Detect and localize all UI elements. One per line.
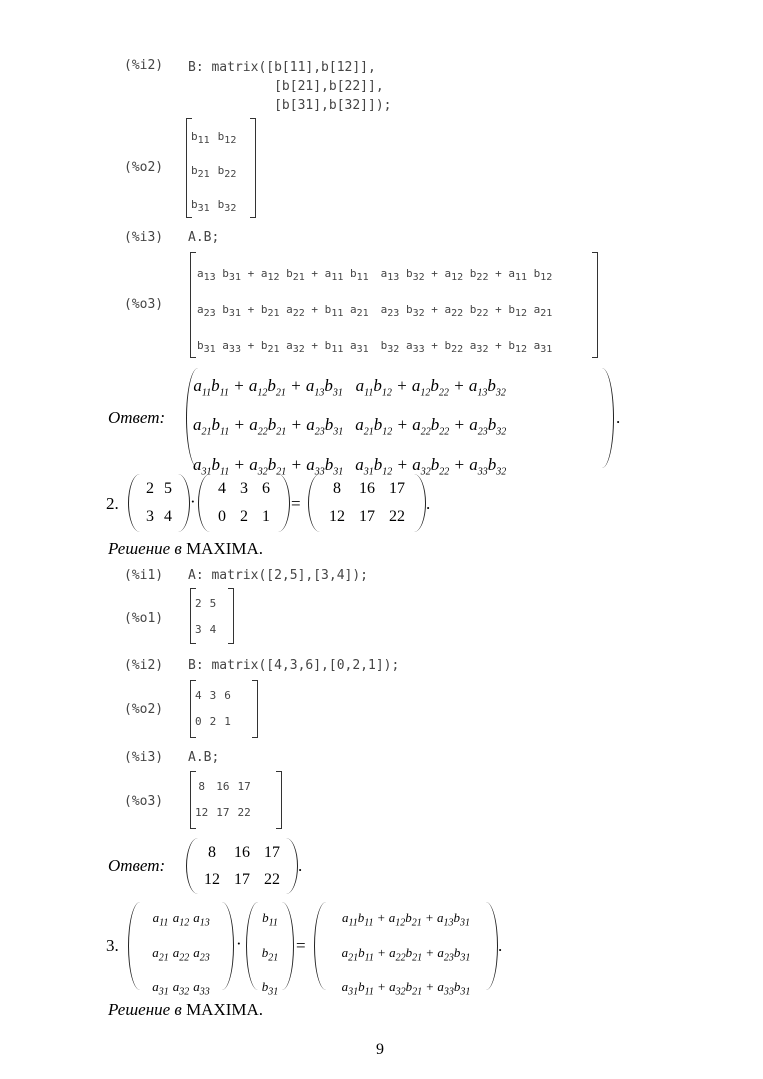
matrix-cell: 17 bbox=[264, 844, 280, 861]
matrix-cell: $a_{23}$ bbox=[193, 944, 210, 964]
matrix-cell: 2 bbox=[195, 597, 202, 610]
matrix-cell: 22 bbox=[264, 871, 280, 888]
matrix-cell: 2 bbox=[240, 508, 248, 525]
matrix-row bbox=[187, 156, 240, 190]
answer-period: . bbox=[298, 856, 303, 875]
matrix-row bbox=[187, 122, 240, 156]
matrix-row bbox=[337, 903, 476, 938]
matrix-cell: $b_{21}$ bbox=[261, 944, 279, 964]
matrix-cell: 17 bbox=[234, 871, 250, 888]
matrix-cell: $a_{31}b_{12} + a_{32}b_{22} + a_{33}b_{32}$ bbox=[355, 454, 507, 478]
matrix-cell: $a_{31}$ bbox=[152, 979, 169, 998]
matrix-cell: 12 bbox=[204, 871, 220, 888]
solution-label: Решение в MAXIMA. bbox=[108, 539, 264, 558]
matrix-cell: 0 bbox=[195, 715, 202, 728]
matrix-row bbox=[197, 839, 287, 866]
matrix-cell: $b_{32}$ $a_{33} + b_{22}$ $a_{32} + b_{12}$ $a_{31}$ bbox=[380, 339, 553, 356]
matrix-cell: 16 bbox=[216, 780, 230, 793]
matrix-cell: 16 bbox=[359, 480, 375, 497]
matrix-a bbox=[128, 474, 190, 532]
matrix-cell: 17 bbox=[237, 780, 251, 793]
matrix-c bbox=[308, 474, 426, 532]
matrix-cell: $b_{22}$ bbox=[217, 164, 237, 181]
matrix-row bbox=[191, 800, 255, 826]
matrix-row bbox=[187, 370, 512, 409]
matrix-cell: 4 bbox=[164, 508, 172, 525]
matrix-row bbox=[197, 866, 287, 893]
matrix-cell: 6 bbox=[224, 689, 231, 702]
matrix-cell: 17 bbox=[389, 480, 405, 497]
matrix-cell: $b_{31}$ bbox=[191, 198, 210, 215]
matrix-c bbox=[314, 902, 498, 998]
maxima-output-label: (%o3) bbox=[124, 297, 164, 312]
output-matrix bbox=[190, 680, 258, 738]
matrix-cell: $a_{22}$ bbox=[172, 944, 190, 964]
solution-label: Решение в MAXIMA. bbox=[108, 1000, 264, 1019]
matrix-cell: 8 bbox=[198, 780, 205, 793]
answer-label: Ответ: bbox=[108, 856, 166, 875]
matrix-cell: $a_{21}b_{12} + a_{22}b_{22} + a_{23}b_{32}$ bbox=[355, 415, 507, 438]
maxima-input-code: A.B; bbox=[188, 230, 220, 245]
matrix-cell: 6 bbox=[262, 480, 270, 497]
matrix-cell: $b_{32}$ bbox=[217, 198, 237, 215]
matrix-cell: 4 bbox=[209, 623, 217, 636]
matrix-cell: 5 bbox=[164, 480, 172, 497]
dot-operator: · bbox=[190, 492, 196, 511]
maxima-input-label: (%i1) bbox=[124, 568, 164, 583]
matrix-cell: $a_{11}b_{12} + a_{12}b_{22} + a_{13}b_{32}$ bbox=[355, 376, 506, 399]
matrix-cell: $a_{13}$ $b_{31} + a_{12}$ $b_{21} + a_{11}$ $b_{11}$ bbox=[197, 267, 369, 284]
matrix-row bbox=[187, 190, 240, 224]
matrix-row bbox=[191, 330, 558, 366]
matrix-cell: 5 bbox=[209, 597, 217, 610]
output-matrix-ab bbox=[190, 252, 598, 358]
matrix-cell: $a_{13}$ bbox=[193, 910, 210, 929]
matrix-cell: $b_{12}$ bbox=[217, 130, 237, 147]
matrix-row bbox=[150, 938, 212, 973]
problem-number: 2. bbox=[106, 494, 119, 513]
matrix-cell: 8 bbox=[333, 480, 341, 497]
matrix-cell: 4 bbox=[218, 480, 226, 497]
matrix-cell: 17 bbox=[359, 508, 375, 525]
matrix-cell: $a_{23}$ $b_{32} + a_{22}$ $b_{22} + b_{12}$ $a_{21}$ bbox=[380, 303, 553, 320]
matrix-a bbox=[128, 902, 234, 998]
answer-label: Ответ: bbox=[108, 408, 166, 427]
matrix-row bbox=[211, 503, 277, 531]
problem-period: . bbox=[498, 936, 503, 955]
matrix-cell: $b_{11}$ bbox=[191, 130, 210, 147]
matrix-row bbox=[322, 503, 412, 531]
page-number: 9 bbox=[376, 1041, 384, 1058]
maxima-input-code: B: matrix([b[11],b[12]], [b[21],b[22]], [b[31],b[32]]); bbox=[188, 60, 392, 113]
matrix-cell: $a_{23}$ $b_{31} + b_{21}$ $a_{22} + b_{11}$ $a_{21}$ bbox=[197, 303, 369, 320]
matrix-row bbox=[191, 617, 220, 643]
matrix-cell: $a_{33}$ bbox=[193, 979, 210, 998]
matrix-b bbox=[198, 474, 290, 532]
matrix-row bbox=[187, 409, 512, 448]
matrix-cell: $a_{12}$ bbox=[172, 910, 190, 929]
maxima-input-label: (%i3) bbox=[124, 230, 164, 245]
matrix-row bbox=[191, 709, 235, 735]
problem-number: 3. bbox=[106, 936, 119, 955]
equals-sign: = bbox=[296, 936, 306, 955]
matrix-row bbox=[191, 683, 235, 709]
matrix-cell: 3 bbox=[146, 508, 154, 525]
matrix-cell: $a_{21}b_{11} + a_{22}b_{21} + a_{23}b_{31}$ bbox=[341, 944, 471, 964]
matrix-cell: 4 bbox=[195, 689, 202, 702]
maxima-output-label: (%o2) bbox=[124, 702, 164, 717]
matrix-cell: $a_{31}b_{11} + a_{32}b_{21} + a_{33}b_{31}$ bbox=[341, 979, 471, 998]
matrix-cell: $a_{13}$ $b_{32} + a_{12}$ $b_{22} + a_{11}$ $b_{12}$ bbox=[380, 267, 553, 284]
matrix-cell: 8 bbox=[208, 844, 216, 861]
matrix-cell: $a_{21}b_{11} + a_{22}b_{21} + a_{23}b_{31}$ bbox=[193, 415, 344, 438]
matrix-cell: 3 bbox=[209, 689, 217, 702]
answer-matrix bbox=[186, 368, 614, 478]
matrix-row bbox=[211, 475, 277, 503]
matrix-row bbox=[337, 938, 476, 973]
answer-period: . bbox=[616, 408, 621, 427]
maxima-input-label: (%i2) bbox=[124, 658, 164, 673]
matrix-cell: $b_{21}$ bbox=[191, 164, 210, 181]
matrix-row bbox=[141, 475, 177, 503]
maxima-input-label: (%i3) bbox=[124, 750, 164, 765]
matrix-row bbox=[322, 475, 412, 503]
matrix-row bbox=[191, 774, 255, 800]
matrix-row bbox=[150, 903, 212, 938]
matrix-row bbox=[257, 903, 284, 938]
matrix-cell: $b_{11}$ bbox=[262, 910, 278, 929]
matrix-cell: 3 bbox=[195, 623, 202, 636]
matrix-row bbox=[191, 294, 558, 330]
matrix-cell: 3 bbox=[240, 480, 248, 497]
matrix-row bbox=[337, 972, 476, 1007]
matrix-cell: 17 bbox=[216, 806, 230, 819]
matrix-cell: $a_{31}b_{11} + a_{32}b_{21} + a_{33}b_{31}$ bbox=[193, 454, 344, 478]
maxima-output-label: (%o2) bbox=[124, 160, 164, 175]
maxima-output-label: (%o1) bbox=[124, 611, 164, 626]
matrix-cell: $a_{32}$ bbox=[172, 979, 190, 998]
matrix-cell: 12 bbox=[329, 508, 345, 525]
matrix-cell: 1 bbox=[262, 508, 270, 525]
matrix-b bbox=[246, 902, 294, 998]
matrix-cell: $a_{11}b_{11} + a_{12}b_{21} + a_{13}b_{31}$ bbox=[193, 376, 343, 399]
matrix-cell: 0 bbox=[218, 508, 226, 525]
maxima-input-code: B: matrix([4,3,6],[0,2,1]); bbox=[188, 658, 400, 673]
output-matrix-b bbox=[186, 118, 256, 218]
output-matrix bbox=[190, 588, 234, 644]
matrix-cell: 12 bbox=[195, 806, 209, 819]
matrix-row bbox=[191, 591, 220, 617]
matrix-cell: 2 bbox=[209, 715, 217, 728]
dot-operator: · bbox=[236, 934, 242, 953]
matrix-row bbox=[257, 938, 284, 973]
maxima-output-label: (%o3) bbox=[124, 794, 164, 809]
matrix-cell: 1 bbox=[224, 715, 231, 728]
maxima-input-code: A.B; bbox=[188, 750, 220, 765]
matrix-cell: $b_{31}$ bbox=[261, 979, 279, 998]
matrix-cell: $a_{21}$ bbox=[152, 944, 169, 964]
answer-matrix bbox=[186, 838, 298, 894]
matrix-cell: 22 bbox=[237, 806, 251, 819]
matrix-row bbox=[141, 503, 177, 531]
equals-sign: = bbox=[291, 494, 301, 513]
maxima-input-code: A: matrix([2,5],[3,4]); bbox=[188, 568, 369, 583]
matrix-cell: 2 bbox=[146, 480, 154, 497]
output-matrix bbox=[190, 771, 282, 829]
matrix-cell: $b_{31}$ $a_{33} + b_{21}$ $a_{32} + b_{11}$ $a_{31}$ bbox=[197, 339, 369, 356]
matrix-cell: $a_{11}$ bbox=[152, 910, 169, 929]
matrix-row bbox=[191, 258, 558, 294]
matrix-cell: $a_{11}b_{11} + a_{12}b_{21} + a_{13}b_{31}$ bbox=[341, 910, 471, 929]
matrix-cell: 22 bbox=[389, 508, 405, 525]
problem-period: . bbox=[426, 494, 431, 513]
matrix-cell: 16 bbox=[234, 844, 250, 861]
maxima-input-label: (%i2) bbox=[124, 58, 164, 73]
